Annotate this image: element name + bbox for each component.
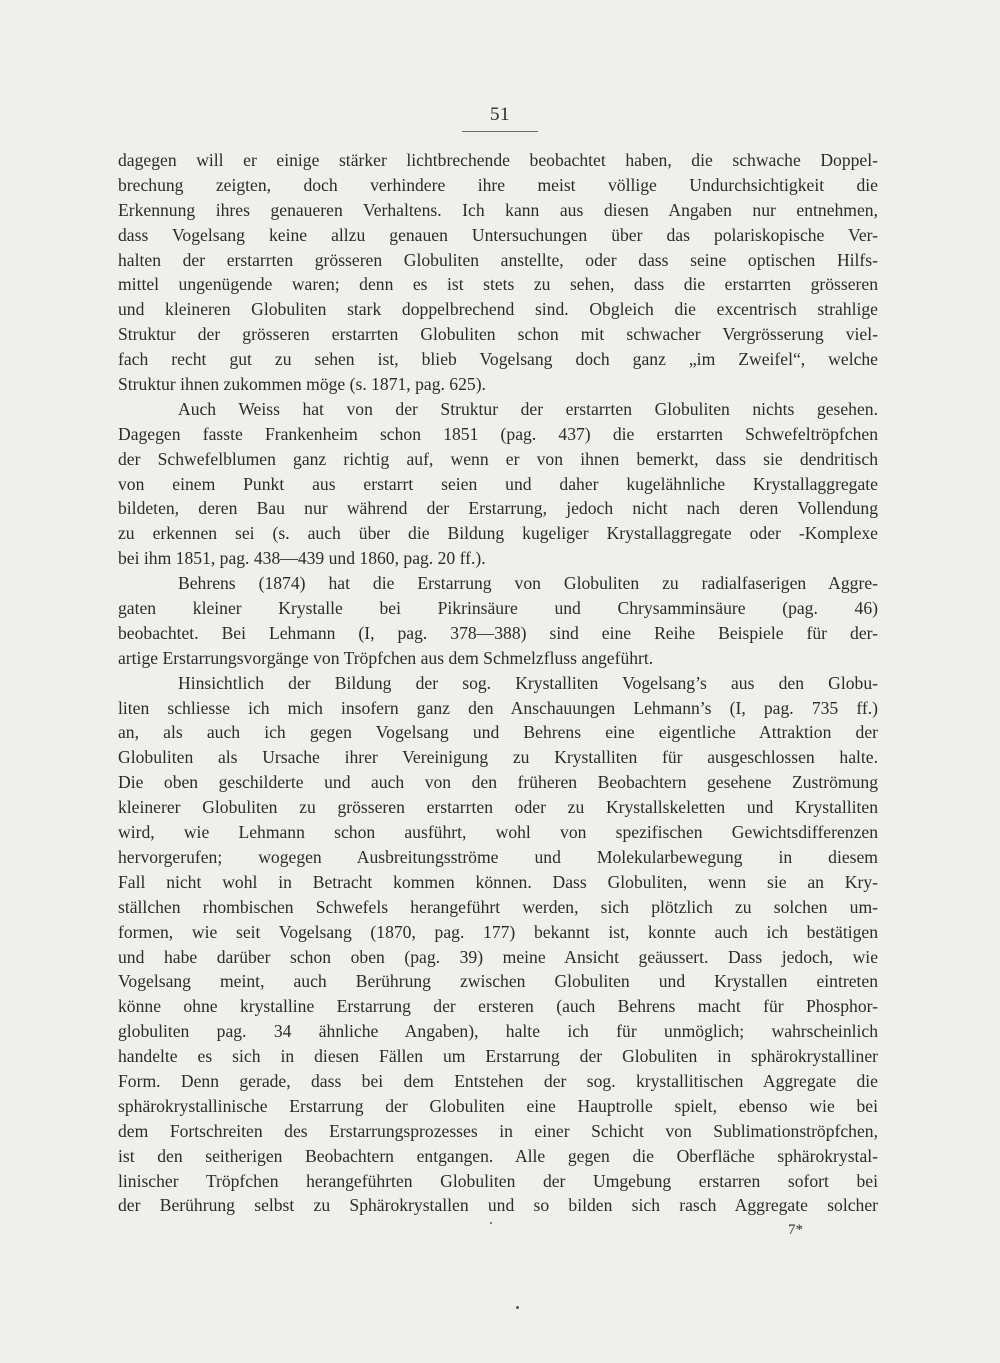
page-number-rule — [462, 131, 538, 132]
signature-mark: 7* — [788, 1222, 803, 1238]
text-line: der Schwefelblumen ganz richtig auf, wenn er von ihnen bemerkt, dass sie dendritisch — [118, 448, 878, 469]
text-line: handelte es sich in diesen Fällen um Erstarrung der Globuliten in sphärokrystalliner — [118, 1046, 878, 1067]
text-line: mittel ungenügende waren; denn es ist stets zu sehen, dass die erstarrten grösseren — [118, 274, 878, 295]
print-speck — [516, 1306, 519, 1309]
text-line: Struktur ihnen zukommen möge (s. 1871, pag. 625). — [118, 374, 486, 395]
text-line: hervorgerufen; wogegen Ausbreitungsströme und Molekularbewegung in diesem — [118, 846, 878, 867]
text-line: Dagegen fasste Frankenheim schon 1851 (pag. 437) die erstarrten Schwefeltröpfchen — [118, 423, 878, 444]
text-line: der Berührung selbst zu Sphärokrystallen und so bilden sich rasch Aggregate solcher — [118, 1195, 878, 1216]
text-line: Globuliten als Ursache ihrer Vereinigung zu Krystalliten für ausgeschlossen halte. — [118, 747, 878, 768]
print-speck — [490, 1222, 492, 1224]
text-line: ist den seitherigen Beobachtern entgangen. Alle gegen die Oberfläche sphärokrystal- — [118, 1145, 878, 1166]
text-line: Form. Denn gerade, dass bei dem Entstehen der sog. krystallitischen Aggregate die — [118, 1070, 878, 1091]
text-line: brechung zeigten, doch verhindere ihre meist völlige Undurchsichtigkeit die — [118, 174, 878, 195]
text-line: formen, wie seit Vogelsang (1870, pag. 177) bekannt ist, konnte auch ich bestätigen — [118, 921, 878, 942]
text-line: gaten kleiner Krystalle bei Pikrinsäure und Chrysamminsäure (pag. 46) — [118, 598, 878, 619]
text-line: Struktur der grösseren erstarrten Globuliten schon mit schwacher Vergrösserung viel- — [118, 324, 878, 345]
text-line: bei ihm 1851, pag. 438—439 und 1860, pag. 20 ff.). — [118, 548, 486, 569]
text-line: wird, wie Lehmann schon ausführt, wohl von spezifischen Gewichtsdifferenzen — [118, 822, 878, 843]
text-line: ställchen rhombischen Schwefels herangeführt werden, sich plötzlich zu solchen um- — [118, 896, 878, 917]
text-line: zu erkennen sei (s. auch über die Bildung kugeliger Krystallaggregate oder -Komplexe — [118, 523, 878, 544]
text-line: globuliten pag. 34 ähnliche Angaben), halte ich für unmöglich; wahrscheinlich — [118, 1021, 878, 1042]
text-line: dem Fortschreiten des Erstarrungsprozesses in einer Schicht von Sublimationströpfchen, — [118, 1120, 878, 1141]
text-line: linischer Tröpfchen herangeführten Globuliten der Umgebung erstarren sofort bei — [118, 1170, 878, 1191]
text-line: Erkennung ihres genaueren Verhaltens. Ich kann aus diesen Angaben nur entnehmen, — [118, 199, 878, 220]
text-line: Fall nicht wohl in Betracht kommen können. Dass Globuliten, wenn sie an Kry- — [118, 871, 878, 892]
text-line: beobachtet. Bei Lehmann (I, pag. 378—388) sind eine Reihe Beispiele für der- — [118, 622, 878, 643]
body-text — [118, 148, 878, 1218]
text-line: dagegen will er einige stärker lichtbrechende beobachtet haben, die schwache Doppel- — [118, 150, 878, 170]
text-line: bildeten, deren Bau nur während der Erstarrung, jedoch nicht nach deren Vollendung — [118, 498, 878, 519]
text-line: Hinsichtlich der Bildung der sog. Krystalliten Vogelsang’s aus den Globu- — [178, 672, 878, 693]
text-line: halten der erstarrten grösseren Globuliten anstellte, oder dass seine optischen Hilfs- — [118, 249, 878, 270]
text-line: artige Erstarrungsvorgänge von Tröpfchen aus dem Schmelzfluss angeführt. — [118, 647, 654, 668]
text-line: sphärokrystallinische Erstarrung der Globuliten eine Hauptrolle spielt, ebenso wie bei — [118, 1095, 878, 1116]
text-line: Vogelsang meint, auch Berührung zwischen Globuliten und Krystallen eintreten — [118, 971, 878, 992]
text-line: dass Vogelsang keine allzu genauen Untersuchungen über das polariskopische Ver- — [118, 224, 878, 245]
page-number: 51 — [490, 104, 510, 125]
text-line: Behrens (1874) hat die Erstarrung von Globuliten zu radialfaserigen Aggre- — [178, 573, 878, 594]
text-line: liten schliesse ich mich insofern ganz den Anschauungen Lehmann’s (I, pag. 735 ff.) — [118, 697, 878, 718]
text-line: von einem Punkt aus erstarrt seien und daher kugelähnliche Krystallaggregate — [118, 473, 878, 494]
text-line: Die oben geschilderte und auch von den früheren Beobachtern gesehene Zuströmung — [118, 772, 878, 793]
text-line: könne ohne krystalline Erstarrung der ersteren (auch Behrens macht für Phosphor- — [118, 996, 878, 1017]
text-line: und habe darüber schon oben (pag. 39) meine Ansicht geäussert. Dass jedoch, wie — [118, 946, 878, 967]
text-line: und kleineren Globuliten stark doppelbrechend sind. Obgleich die excentrisch strahlige — [118, 299, 878, 320]
text-line: an, als auch ich gegen Vogelsang und Behrens eine eigentliche Attraktion der — [118, 722, 878, 743]
text-line: fach recht gut zu sehen ist, blieb Vogelsang doch ganz „im Zweifel“, welche — [118, 349, 878, 370]
text-line: Auch Weiss hat von der Struktur der erstarrten Globuliten nichts gesehen. — [178, 398, 878, 419]
text-line: kleinerer Globuliten zu grösseren erstarrten oder zu Krystallskeletten und Krystalliten — [118, 797, 878, 818]
